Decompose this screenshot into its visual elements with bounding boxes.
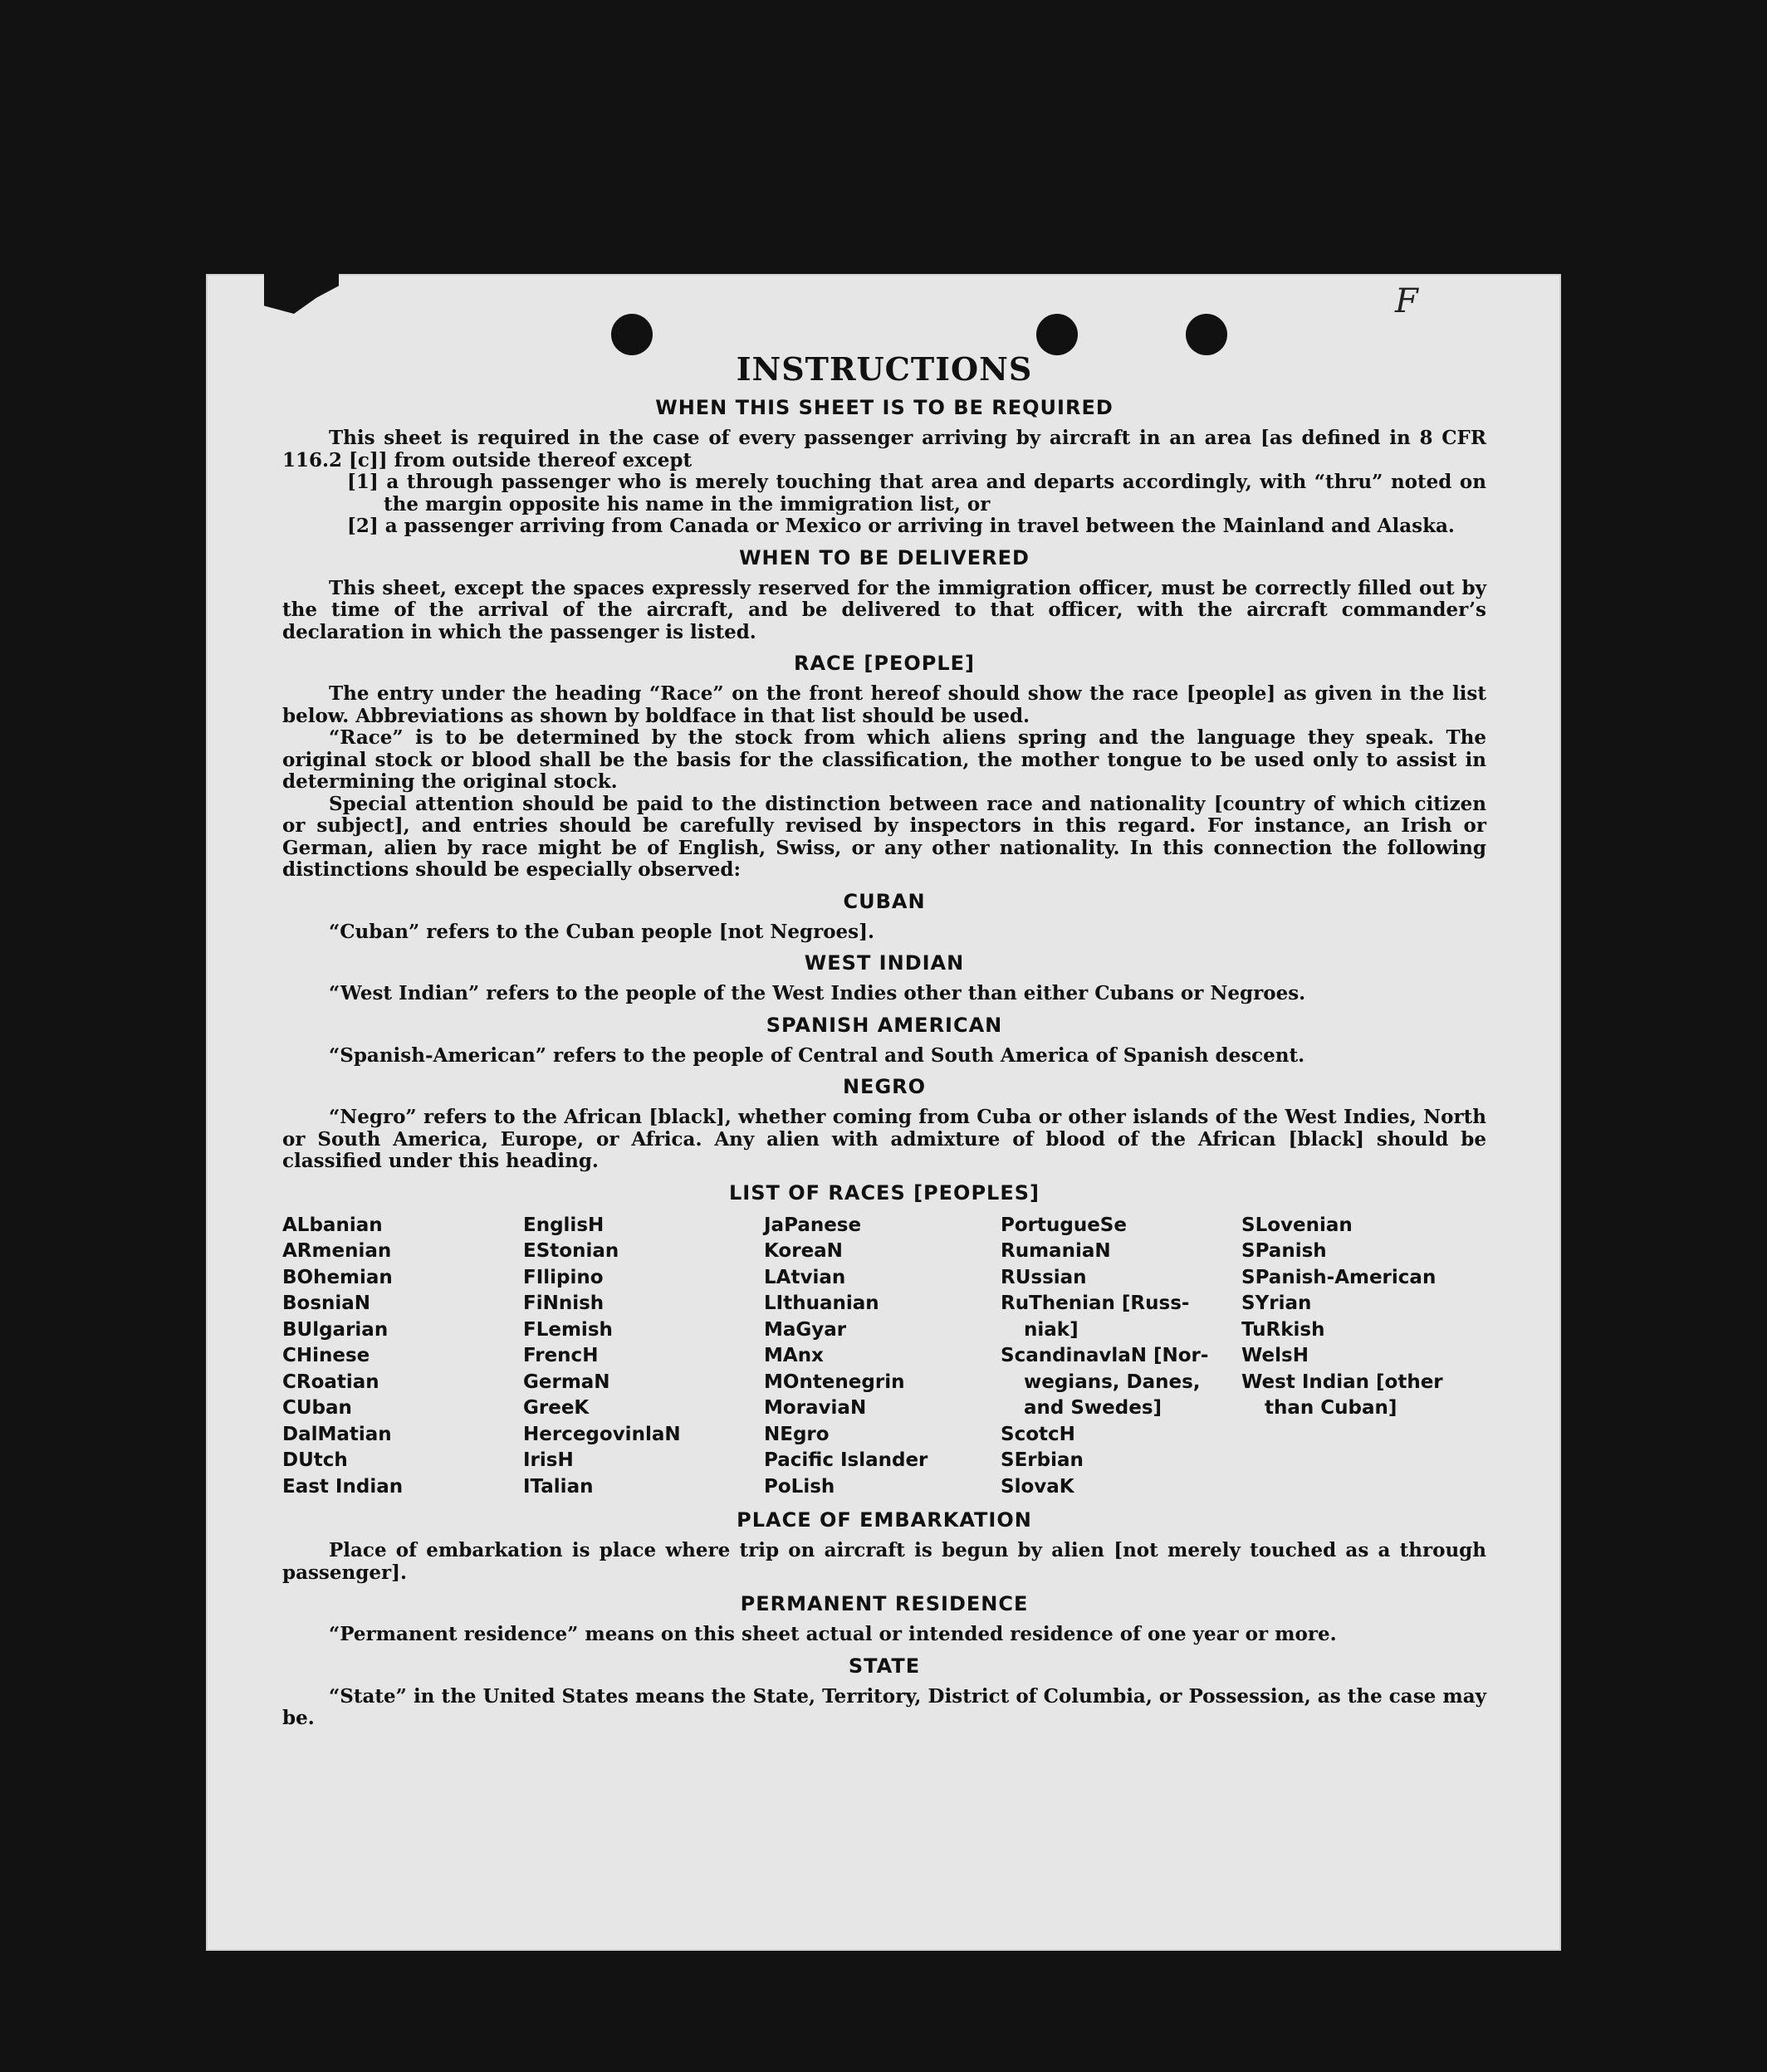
race-entry: ScandinavlaN [Nor-: [1001, 1345, 1209, 1366]
race-entry: than Cuban]: [1265, 1397, 1397, 1419]
race-entry: MaGyar: [764, 1318, 847, 1341]
race-paragraph-3: Special attention should be paid to the distinction between race and nationality [country of which citizen or subject], and entries should be carefully revised by inspectors in this regard. For instance, an Irish or German, alien by race might be of English, Swiss, or any other nationality. In this connection the following distinctions should be especially observed:: [282, 792, 1486, 881]
race-entry: BosniaN: [282, 1293, 371, 1314]
race-entry: FiNnish: [523, 1293, 604, 1314]
race-entry: PoLish: [764, 1475, 835, 1498]
heading-when-delivered: WHEN TO BE DELIVERED: [739, 545, 1030, 569]
race-entry: FIlipino: [523, 1266, 604, 1288]
race-entry: SPanish: [1241, 1240, 1327, 1262]
punch-hole: [1186, 314, 1227, 355]
race-entry: FLemish: [523, 1318, 613, 1341]
torn-corner: [264, 274, 339, 314]
race-entry: TuRkish: [1241, 1318, 1325, 1341]
heading-spanish-american: SPANISH AMERICAN: [766, 1013, 1003, 1037]
heading-embarkation: PLACE OF EMBARKATION: [737, 1508, 1032, 1532]
race-entry: SErbian: [1001, 1449, 1084, 1471]
west-indian-text: “West Indian” refers to the people of the West Indies other than either Cubans or Negroes.: [329, 982, 1306, 1004]
race-entry: NEgro: [764, 1423, 830, 1445]
instructions-body: [282, 350, 1486, 1730]
race-paragraph-2: “Race” is to be determined by the stock from which aliens spring and the language they speak. The original stock or blood shall be the basis for the classification, the mother tongue to be used only to assist in determining the original stock.: [282, 726, 1486, 793]
race-entry: LAtvian: [764, 1266, 846, 1288]
race-entry: KoreaN: [764, 1240, 843, 1262]
race-entry: ALbanian: [282, 1214, 383, 1236]
race-entry: ARmenian: [282, 1240, 392, 1262]
race-entry: MOntenegrin: [764, 1371, 905, 1393]
heading-when-required: WHEN THIS SHEET IS TO BE REQUIRED: [655, 396, 1114, 419]
race-entry: HercegovinlaN: [523, 1423, 681, 1445]
race-entry: DalMatian: [282, 1423, 392, 1445]
race-entry: CRoatian: [282, 1371, 379, 1393]
race-entry: GreeK: [523, 1397, 590, 1419]
negro-text: “Negro” refers to the African [black], whether coming from Cuba or other islands of the West Indies, North or South America, Europe, or Africa. Any alien with admixture of blood of the African [black] should be classified under this heading.: [282, 1106, 1486, 1172]
race-entry: ITalian: [523, 1475, 594, 1498]
heading-permanent-residence: PERMANENT RESIDENCE: [740, 1592, 1029, 1615]
heading-cuban: CUBAN: [843, 889, 926, 913]
races-column-3: [764, 1213, 1001, 1501]
punch-hole: [611, 314, 653, 355]
race-entry: ScotcH: [1001, 1423, 1075, 1445]
race-entry: JaPanese: [764, 1214, 862, 1236]
cuban-text: “Cuban” refers to the Cuban people [not Negroes].: [329, 920, 875, 943]
race-entry: WelsH: [1241, 1345, 1309, 1366]
race-entry: Pacific Islander: [764, 1449, 928, 1471]
race-entry: PortugueSe: [1001, 1214, 1127, 1236]
heading-negro: NEGRO: [842, 1075, 927, 1098]
when-required-intro: This sheet is required in the case of every passenger arriving by aircraft in an area [as defined in 8 CFR 116.2 [c]] from outside thereof except: [282, 427, 1486, 472]
race-entry: RuThenian [Russ-: [1001, 1293, 1190, 1314]
race-entry: West Indian [other: [1241, 1371, 1443, 1393]
race-entry: SLovenian: [1241, 1214, 1353, 1236]
residence-text: “Permanent residence” means on this sheet actual or intended residence of one year or more.: [329, 1623, 1337, 1645]
document-page: [206, 274, 1561, 1951]
page-title: INSTRUCTIONS: [736, 350, 1033, 388]
race-entry: SYrian: [1241, 1293, 1312, 1314]
exception-item-2: [2] a passenger arriving from Canada or Mexico or arriving in travel between the Mainland and Alaska.: [347, 515, 1455, 537]
race-entry: BUlgarian: [282, 1318, 389, 1341]
race-entry: niak]: [1024, 1318, 1079, 1341]
races-column-1: [282, 1213, 523, 1501]
race-entry: DUtch: [282, 1449, 348, 1471]
heading-race: RACE [PEOPLE]: [793, 652, 976, 675]
heading-list-of-races: LIST OF RACES [PEOPLES]: [729, 1180, 1040, 1205]
heading-west-indian: WEST INDIAN: [804, 951, 965, 975]
heading-state: STATE: [848, 1654, 921, 1678]
race-entry: MAnx: [764, 1345, 824, 1366]
races-column-5: [1241, 1213, 1486, 1501]
race-entry: EStonian: [523, 1240, 619, 1262]
race-entry: BOhemian: [282, 1266, 393, 1288]
race-entry: GermaN: [523, 1371, 610, 1393]
punch-hole: [1036, 314, 1078, 355]
exception-item-1: [1] a through passenger who is merely touching that area and departs accordingly, with “thru” noted on the margin opposite his name in the immigration list, or: [347, 471, 1486, 516]
race-entry: IrisH: [523, 1449, 574, 1471]
race-entry: CHinese: [282, 1345, 370, 1366]
handwritten-mark: F: [1395, 282, 1422, 320]
race-entry: and Swedes]: [1024, 1397, 1162, 1419]
state-text: “State” in the United States means the State, Territory, District of Columbia, or Possession, as the case may be.: [282, 1684, 1486, 1729]
race-entry: wegians, Danes,: [1024, 1371, 1201, 1393]
race-entry: CUban: [282, 1397, 352, 1419]
race-entry: East Indian: [282, 1475, 404, 1498]
races-column-4: [1001, 1213, 1241, 1501]
race-entry: MoraviaN: [764, 1397, 867, 1419]
when-delivered-text: This sheet, except the spaces expressly reserved for the immigration officer, must be correctly filled out by the time of the arrival of the aircraft, and be delivered to that officer, with the aircraft commander’s declaration in which the passenger is listed.: [282, 576, 1486, 643]
spanish-american-text: “Spanish-American” refers to the people of Central and South America of Spanish descent.: [329, 1043, 1305, 1067]
race-paragraph-1: The entry under the heading “Race” on the front hereof should show the race [people] as given in the list below. Abbreviations as shown by boldface in that list should be used.: [282, 682, 1486, 727]
race-entry: EnglisH: [523, 1214, 604, 1236]
race-entry: RUssian: [1001, 1266, 1087, 1288]
embarkation-text: Place of embarkation is place where trip on aircraft is begun by alien [not merely touched as a through passenger].: [282, 1539, 1486, 1584]
race-entry: FrencH: [523, 1345, 599, 1366]
race-entry: LIthuanian: [764, 1293, 879, 1314]
race-entry: SPanish-American: [1241, 1266, 1437, 1288]
race-entry: RumaniaN: [1001, 1240, 1111, 1262]
race-entry: SlovaK: [1001, 1475, 1074, 1498]
races-list: [282, 1213, 1486, 1501]
races-column-2: [523, 1213, 764, 1501]
